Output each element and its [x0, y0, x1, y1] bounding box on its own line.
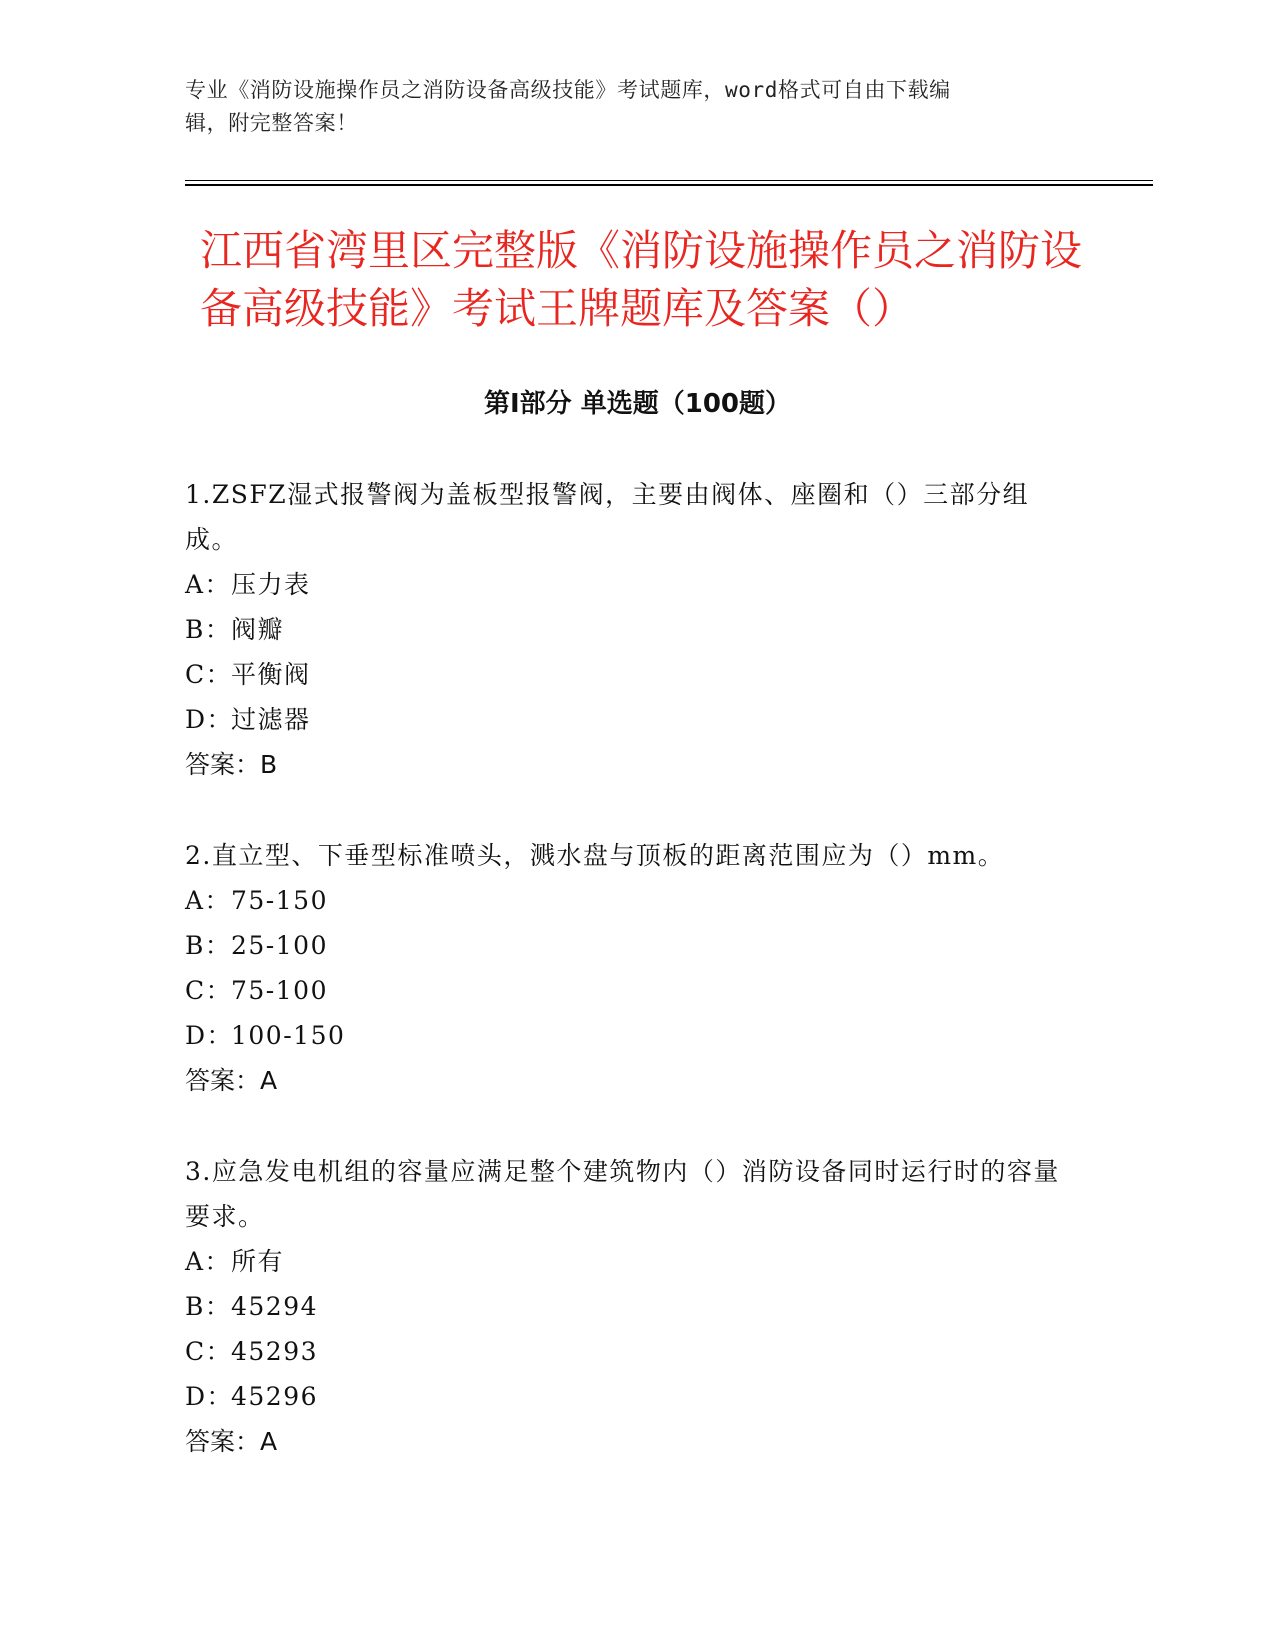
- option-a: [185, 1239, 1065, 1284]
- option-key: D：: [185, 705, 234, 734]
- option-key: D：: [185, 1382, 234, 1411]
- header-note: [185, 74, 1065, 140]
- option-key: C：: [185, 660, 233, 689]
- question-2: [185, 833, 1065, 1103]
- question-list: [185, 472, 1065, 1510]
- question-3: [185, 1149, 1065, 1464]
- option-key: A：: [185, 570, 232, 599]
- option-text: 100-150: [231, 1021, 346, 1050]
- option-key: D：: [185, 1021, 234, 1050]
- option-text: 75-150: [231, 886, 328, 915]
- option-key: B：: [185, 615, 232, 644]
- header-note-line-1: 专业《消防设施操作员之消防设备高级技能》考试题库，word格式可自由下载编: [185, 78, 951, 102]
- option-c: [185, 968, 1065, 1013]
- option-key: A：: [185, 1247, 232, 1276]
- option-a: [185, 878, 1065, 923]
- option-text: 45293: [231, 1337, 319, 1366]
- option-c: [185, 652, 1065, 697]
- option-b: [185, 607, 1065, 652]
- option-text: 25-100: [231, 931, 328, 960]
- document-title: 江西省湾里区完整版《消防设施操作员之消防设备高级技能》考试王牌题库及答案（）: [200, 226, 1083, 333]
- option-text: 阀瓣: [231, 615, 285, 644]
- option-c: [185, 1329, 1065, 1374]
- question-stem: 3.应急发电机组的容量应满足整个建筑物内（）消防设备同时运行时的容量要求。: [185, 1157, 1060, 1231]
- option-text: 45294: [231, 1292, 319, 1321]
- question-stem: 2.直立型、下垂型标准喷头，溅水盘与顶板的距离范围应为（）mm。: [185, 841, 1005, 870]
- section-title: 第Ⅰ部分 单选题（100题）: [484, 389, 791, 419]
- option-key: C：: [185, 1337, 233, 1366]
- option-text: 压力表: [231, 570, 311, 599]
- option-d: [185, 1374, 1065, 1419]
- option-key: B：: [185, 1292, 232, 1321]
- option-b: [185, 1284, 1065, 1329]
- option-text: 45296: [231, 1382, 319, 1411]
- option-d: [185, 697, 1065, 742]
- option-text: 平衡阀: [231, 660, 311, 689]
- option-key: C：: [185, 976, 233, 1005]
- option-d: [185, 1013, 1065, 1058]
- answer-line: 答案：A: [185, 1066, 278, 1095]
- header-divider-thick: [185, 184, 1153, 186]
- question-stem: 1.ZSFZ湿式报警阀为盖板型报警阀，主要由阀体、座圈和（）三部分组成。: [185, 480, 1030, 554]
- option-text: 所有: [231, 1247, 285, 1276]
- header-note-line-2: 辑，附完整答案！: [185, 111, 358, 135]
- option-key: A：: [185, 886, 232, 915]
- answer-line: 答案：A: [185, 1427, 278, 1456]
- answer-line: 答案：B: [185, 750, 278, 779]
- option-a: [185, 562, 1065, 607]
- option-text: 过滤器: [231, 705, 311, 734]
- option-text: 75-100: [231, 976, 328, 1005]
- option-b: [185, 923, 1065, 968]
- header-divider-thin: [185, 180, 1153, 181]
- option-key: B：: [185, 931, 232, 960]
- question-1: [185, 472, 1065, 787]
